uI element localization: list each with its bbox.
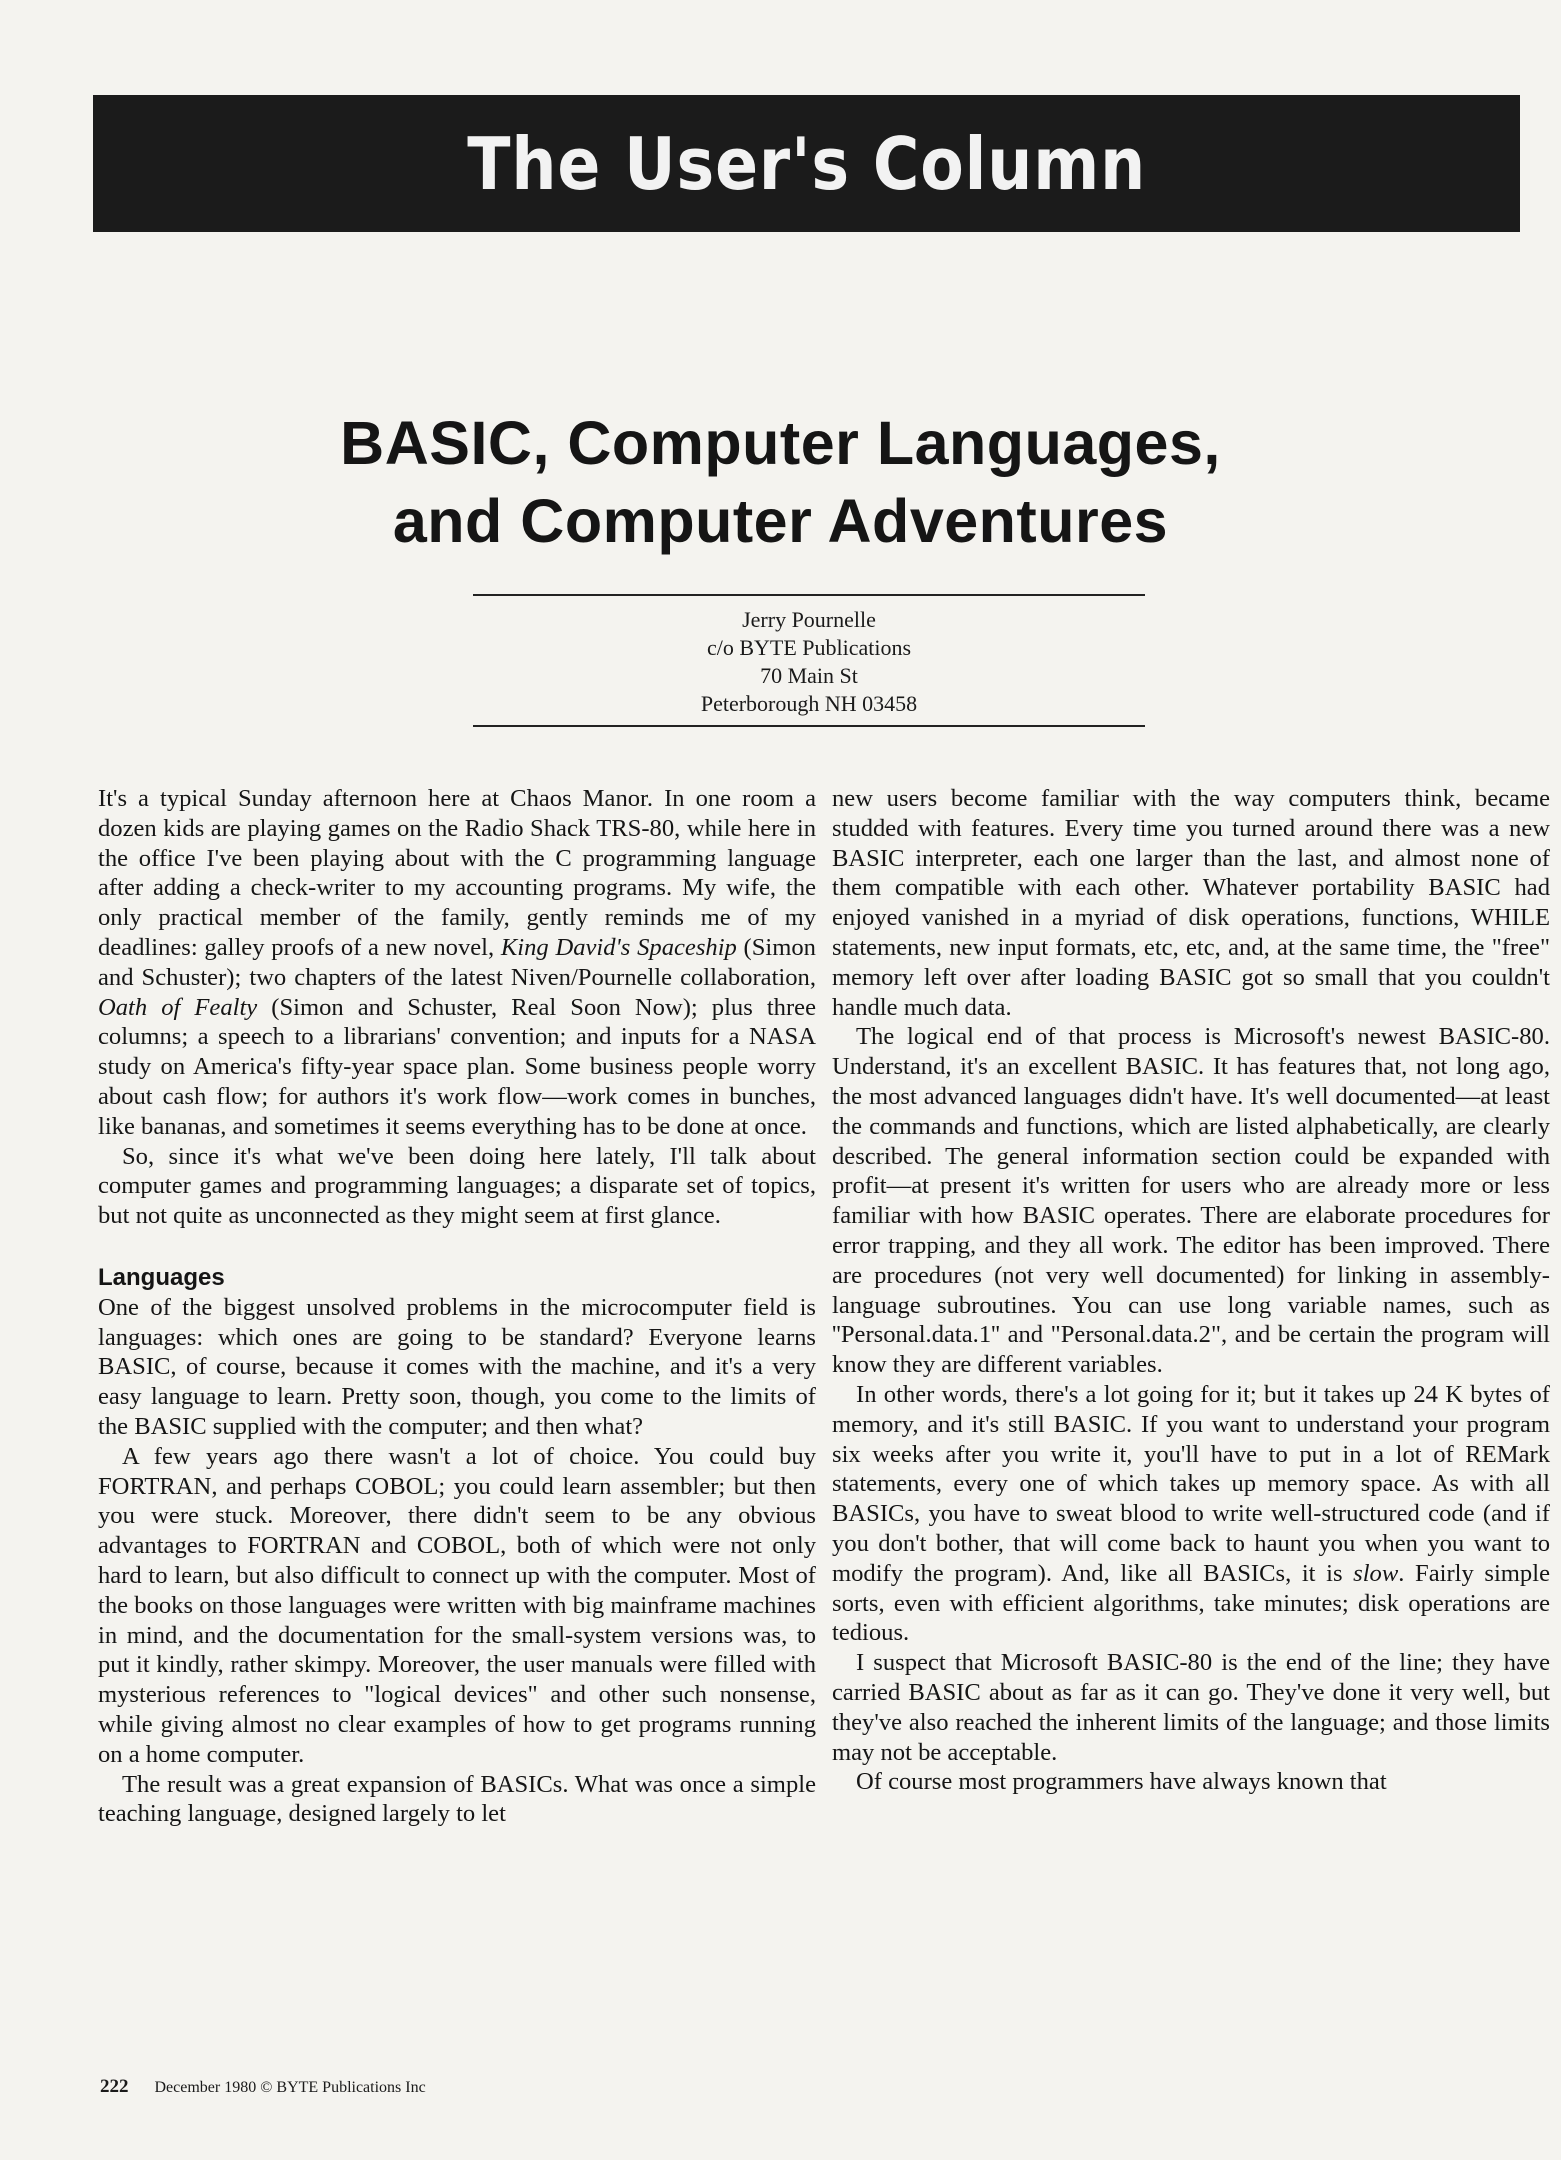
paragraph: So, since it's what we've been doing here lately, I'll talk about computer games and programming languages; a disparate set of topics, but not quite as unconnected as they might seem at first glance. bbox=[98, 1142, 816, 1230]
column-banner bbox=[93, 95, 1520, 232]
right-column bbox=[832, 784, 1550, 1797]
book-title: King David's Spaceship bbox=[500, 933, 737, 961]
byline-author: Jerry Pournelle bbox=[742, 607, 876, 632]
paragraph: It's a typical Sunday afternoon here at Chaos Manor. In one room a dozen kids are playing games on the Radio Shack TRS-80, while here in the office I've been playing about with the C programming language after adding a check-writer to my accounting programs. My wife, the only practical member of the family, gently reminds me of my deadlines: galley proofs of a new novel, King David's Spaceship (Simon and Schuster); two chapters of the latest Niven/Pournelle collaboration, Oath of Fealty (Simon and Schuster, Real Soon Now); plus three columns; a speech to a librarians' convention; and inputs for a NASA study on America's fifty-year space plan. Some business people worry about cash flow; for authors it's work flow—work comes in bunches, like bananas, and sometimes it seems everything has to be done at once. bbox=[98, 785, 816, 1140]
paragraph: In other words, there's a lot going for it; but it takes up 24 K bytes of memory, and it's still BASIC. If you want to understand your program six weeks after you write it, you'll have to put in a lot of REMark statements, every one of which takes up memory space. As with all BASICs, you have to sweat blood to write well-structured code (and if you don't bother, that will come back to haunt you when you want to modify the program). And, like all BASICs, it is slow. Fairly simple sorts, even with efficient algorithms, take minutes; disk operations are tedious. bbox=[832, 1380, 1550, 1647]
paragraph: Of course most programmers have always known that bbox=[856, 1768, 1387, 1796]
byline-company: c/o BYTE Publications bbox=[706, 635, 912, 660]
byline bbox=[473, 606, 1145, 718]
paragraph: new users become familiar with the way computers think, became studded with features. Every time you turned around there was a new BASIC interpreter, each one larger than the last, and almost none of them compatible with each other. Whatever portability BASIC had enjoyed vanished in a myriad of disk operations, functions, WHILE statements, new input formats, etc, etc, and, at the same time, the "free" memory left over after loading BASIC got so small that you couldn't handle much data. bbox=[832, 785, 1550, 1021]
book-title: Oath of Fealty bbox=[98, 993, 258, 1021]
paragraph: A few years ago there wasn't a lot of choice. You could buy FORTRAN, and perhaps COBOL; you could learn assembler; but then you were stuck. Moreover, there didn't seem to be any obvious advantages to FORTRAN and COBOL, both of which were not only hard to learn, but also difficult to connect up with the computer. Most of the books on those languages were written with big mainframe machines in mind, and the documentation for the small-system versions was, to put it kindly, rather skimpy. Moreover, the user manuals were filled with mysterious references to "logical devices" and other such nonsense, while giving almost no clear examples of how to get programs running on a home computer. bbox=[98, 1442, 816, 1768]
byline-city: Peterborough NH 03458 bbox=[700, 691, 918, 716]
article-title-line-2: and Computer Adventures bbox=[392, 487, 1169, 555]
paragraph: The result was a great expansion of BASICs. What was once a simple teaching language, designed largely to let bbox=[98, 1770, 816, 1828]
article-title-line-1: BASIC, Computer Languages, bbox=[340, 409, 1221, 477]
page-footer bbox=[100, 2076, 426, 2098]
left-column bbox=[98, 784, 816, 1829]
byline-street: 70 Main St bbox=[760, 663, 858, 688]
section-heading-languages: Languages bbox=[98, 1263, 225, 1291]
paragraph: The logical end of that process is Microsoft's newest BASIC-80. Understand, it's an excellent BASIC. It has features that, not long ago, the most advanced languages didn't have. It's well documented—at least the commands and functions, which are listed alphabetically, are clearly described. The general information section could be expanded with profit—at present it's written for users who are already more or less familiar with how BASIC operates. There are elaborate procedures for error trapping, and they all work. The editor has been improved. There are procedures (not very well documented) for linking in assembly-language subroutines. You can use long variable names, such as ''Personal.data.1'' and "Personal.data.2", and be certain the program will know they are different variables. bbox=[832, 1023, 1550, 1379]
article-title bbox=[0, 404, 1561, 560]
issue-line: December 1980 © BYTE Publications Inc bbox=[154, 2079, 426, 2096]
byline-top-rule bbox=[473, 594, 1145, 596]
paragraph: One of the biggest unsolved problems in the microcomputer field is languages: which ones are going to be standard? Everyone learns BASIC, of course, because it comes with the machine, and it's a very easy language to learn. Pretty soon, though, you come to the limits of the BASIC supplied with the computer; and then what? bbox=[98, 1293, 816, 1440]
column-title: The User's Column bbox=[467, 121, 1146, 206]
emphasis: slow bbox=[1353, 1559, 1399, 1587]
page-number: 222 bbox=[100, 2076, 129, 2097]
paragraph: I suspect that Microsoft BASIC-80 is the end of the line; they have carried BASIC about as far as it can go. They've done it very well, but they've also reached the inherent limits of the language; and those limits may not be acceptable. bbox=[832, 1649, 1550, 1766]
byline-bottom-rule bbox=[473, 725, 1145, 727]
